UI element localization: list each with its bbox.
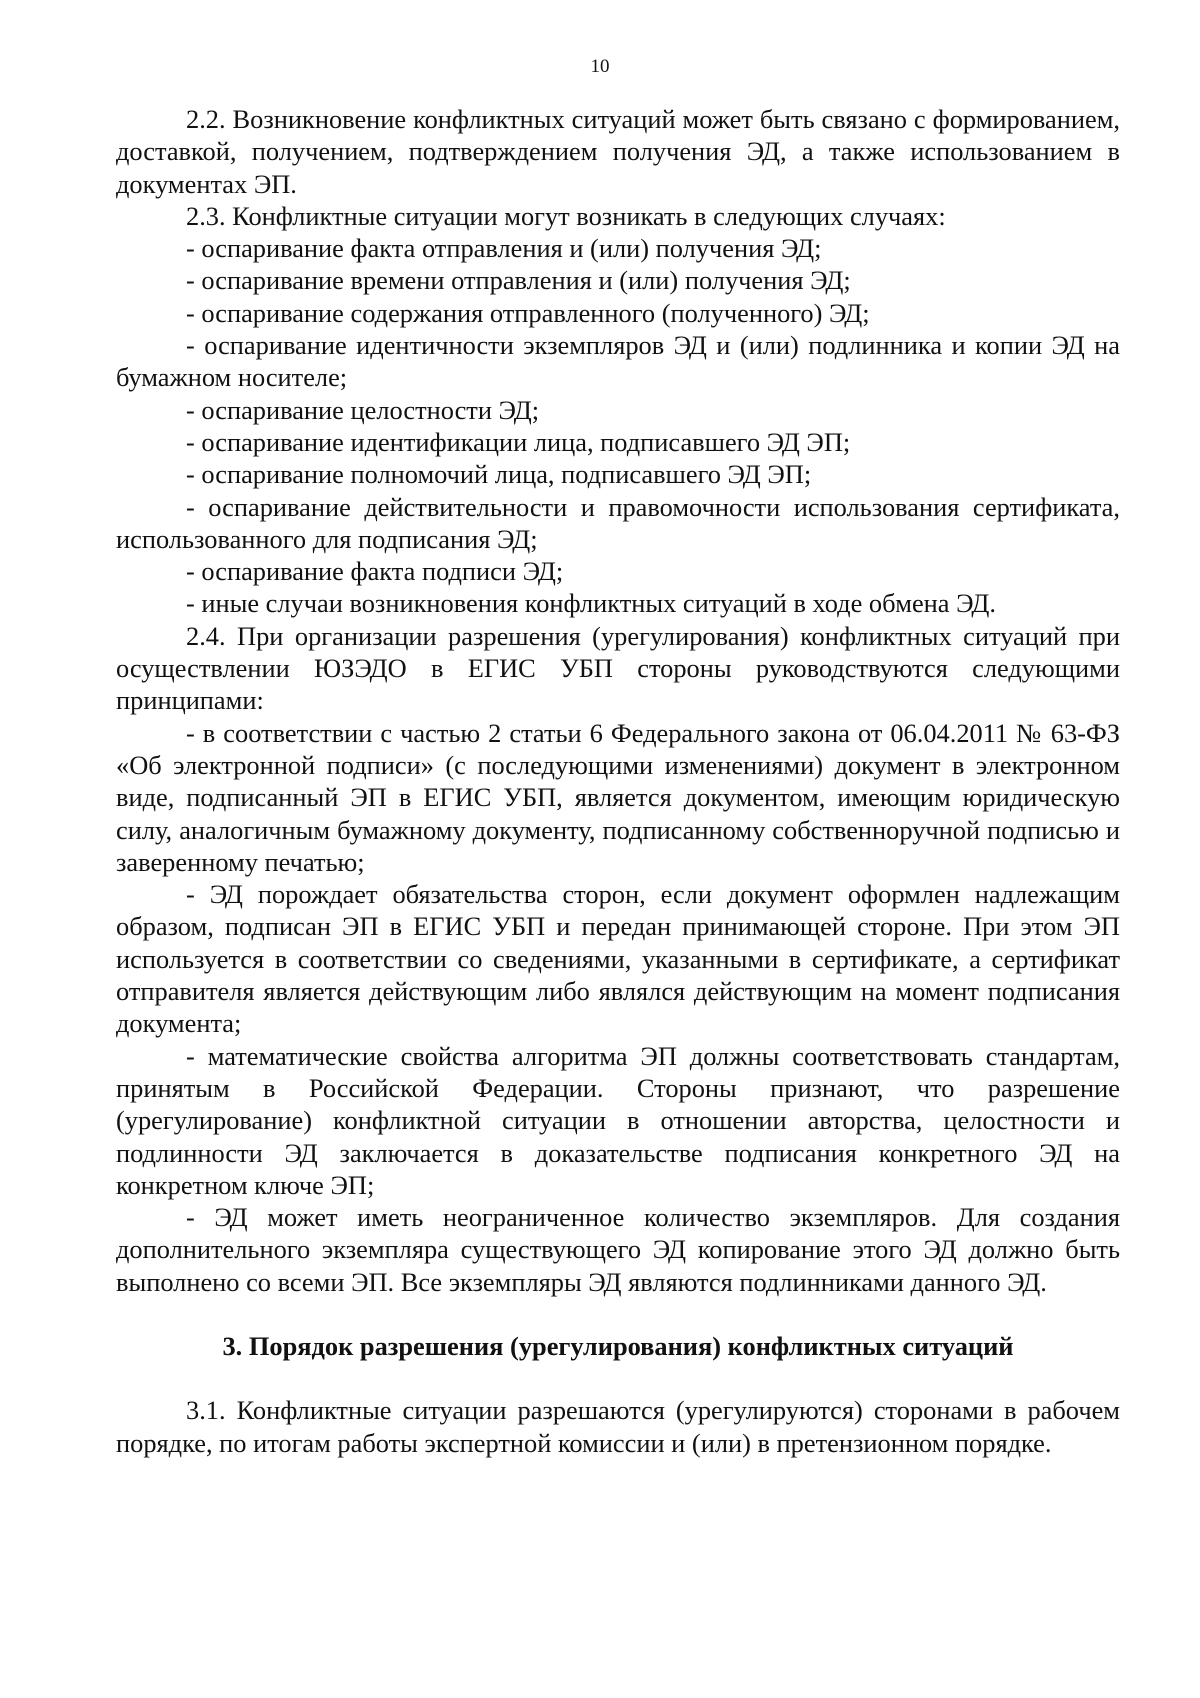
list-item: - оспаривание целостности ЭД;: [186, 394, 540, 425]
principle-item: - ЭД порождает обязательства сторон, если документ оформлен надлежащим образом, подписан ЭП в ЕГИС УБП и передан принимающей стороне. При этом ЭП используется в соответствии со сведениями, указанными в сертификате, а сертификат отправителя является действующим либо являлся действующим на момент подписания документа;: [116, 879, 1120, 1039]
list-item: - оспаривание времени отправления и (или) получения ЭД;: [186, 265, 851, 296]
list-item: - оспаривание действительности и правомочности использования сертификата, использованного для подписания ЭД;: [116, 491, 1120, 554]
list-item: - оспаривание идентичности экземпляров ЭД и (или) подлинника и копии ЭД на бумажном носителе;: [116, 330, 1120, 393]
document-body: [116, 103, 1120, 1459]
paragraph-2-4: 2.4. При организации разрешения (урегулирования) конфликтных ситуаций при осуществлении ЮЗЭДО в ЕГИС УБП стороны руководствуются следующими принципами:: [116, 620, 1120, 716]
principle-item: - ЭД может иметь неограниченное количество экземпляров. Для создания дополнительного экземпляра существующего ЭД копирование этого ЭД должно быть выполнено со всеми ЭП. Все экземпляры ЭД являются подлинниками данного ЭД.: [116, 1202, 1120, 1297]
principle-item: - математические свойства алгоритма ЭП должны соответствовать стандартам, принятым в Российской Федерации. Стороны признают, что разрешение (урегулирование) конфликтной ситуации в отношении авторства, целостности и подлинности ЭД заключается в доказательстве подписания конкретного ЭД на конкретном ключе ЭП;: [116, 1040, 1120, 1200]
principle-item: - в соответствии с частью 2 статьи 6 Федерального закона от 06.04.2011 № 63-ФЗ «Об электронной подписи» (с последующими изменениями) документ в электронном виде, подписанный ЭП в ЕГИС УБП, является документом, имеющим юридическую силу, аналогичным бумажному документу, подписанному собственноручной подписью и заверенному печатью;: [116, 717, 1120, 877]
page-number: 10: [590, 56, 610, 77]
list-item: - оспаривание факта отправления и (или) получения ЭД;: [186, 233, 822, 264]
list-item: - оспаривание полномочий лица, подписавшего ЭД ЭП;: [186, 459, 812, 490]
list-item: - оспаривание идентификации лица, подписавшего ЭД ЭП;: [186, 426, 851, 457]
list-item: - оспаривание факта подписи ЭД;: [186, 556, 564, 587]
paragraph-3-1: 3.1. Конфликтные ситуации разрешаются (урегулируются) сторонами в рабочем порядке, по итогам работы экспертной комиссии и (или) в претензионном порядке.: [116, 1395, 1120, 1458]
section-heading: 3. Порядок разрешения (урегулирования) конфликтных ситуаций: [222, 1330, 1014, 1361]
list-item: - иные случаи возникновения конфликтных ситуаций в ходе обмена ЭД.: [186, 588, 996, 619]
paragraph-2-2: 2.2. Возникновение конфликтных ситуаций может быть связано с формированием, доставкой, получением, подтверждением получения ЭД, а также использованием в документах ЭП.: [116, 104, 1120, 199]
paragraph-2-3: 2.3. Конфликтные ситуации могут возникать в следующих случаях:: [186, 200, 946, 231]
list-item: - оспаривание содержания отправленного (полученного) ЭД;: [186, 297, 870, 328]
